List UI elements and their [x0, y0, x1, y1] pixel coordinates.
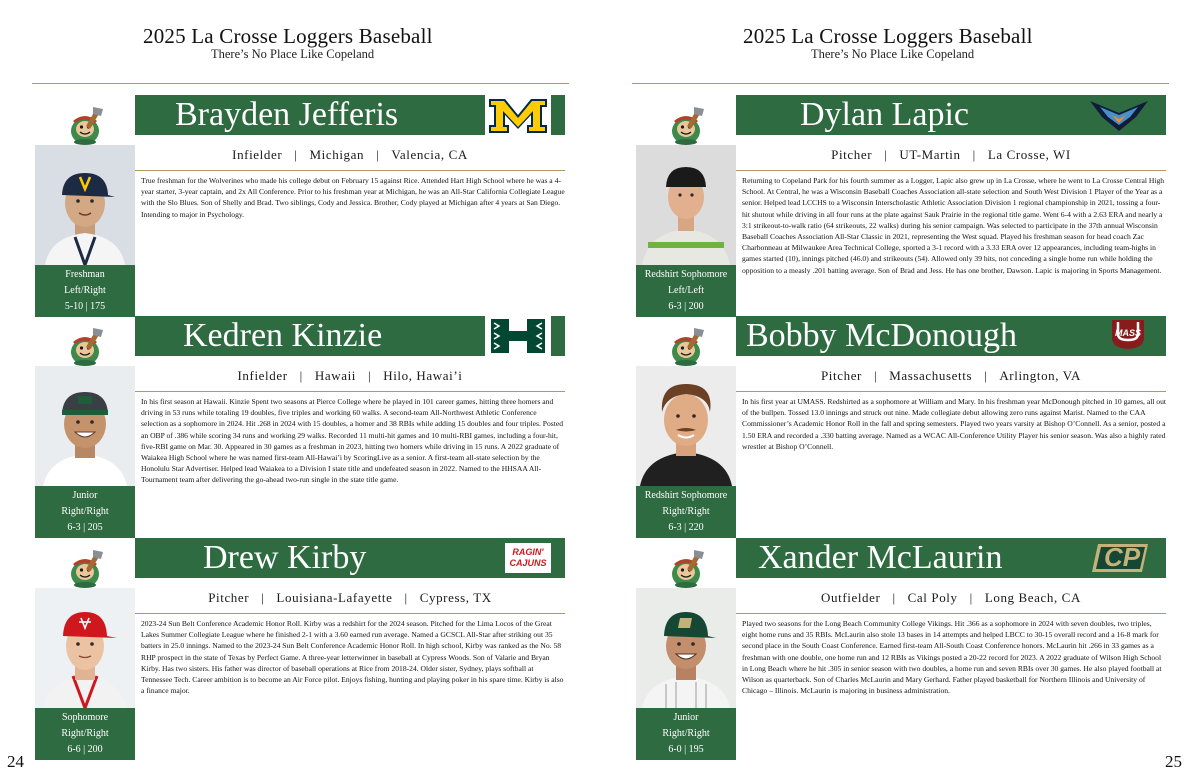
- page-title: 2025 La Crosse Loggers Baseball: [143, 24, 433, 48]
- player-card: [35, 95, 565, 312]
- player-bio: In his first season at Hawaii. Kinzie Spent two seasons at Pierce College where he played in 101 career games, hitting three homers and driving in 53 runs while totaling 19 doubles, five triples and working 60 walks. A second-team All-Northwest Athletic Conference selection as a sophomore in 2024. Hit .268 in 2024 with 15 doubles, a homer and 38 RBIs while adding 15 doubles and four triples. Posted an OBP of .386 while scoring 34 runs and working 29 walks. Recorded 11 multi-hit games and 10 multi-RBI games, including a four-hit, five-RBI game on Mar. 30. Appeared in 30 games as a freshman in 2023, hitting two homers while driving in 15 runs. A 2022 graduate of Waiakea High School where he was named first-team All-Hawai’i by ScoringLive as a senior. A first-team all-state selection by the Honolulu Star Advertiser. Helped lead Waiakea to a Division I state title and undefeated season in 2022. Named to the HHSAA All-Tournament team after delivering the go-ahead two-run single in the state title game.: [141, 397, 564, 485]
- page-subtitle: There’s No Place Like Copeland: [811, 47, 975, 61]
- meta-divider: [736, 391, 1166, 392]
- player-school: UT-Martin: [899, 147, 961, 162]
- ragin-cajuns-logo-icon: [505, 543, 551, 573]
- player-hometown: Arlington, VA: [999, 368, 1082, 383]
- logo-text: MASS: [1114, 328, 1141, 338]
- player-name: Kedren Kinzie: [183, 317, 383, 354]
- player-bio: Played two seasons for the Long Beach Community College Vikings. Hit .366 as a sophomore in 2024 with seven doubles, two triples, eight home runs and 35 RBIs. McLaurin also stole 13 bases in 14 attempts and helped LBCC to 30-15 overall record and a 16-8 mark for second place in the South Coast Conference. Earned first-team All-South Coast Conference honors. McLaurin hit .266 in 33 games as a freshman with one double, one home run and 12 RBIs as Vikings posted a 20-22 record for 2023. A 2022 graduate of Wilson High School in Long Beach where he hit .305 in senior season with two doubles, a home run and seven RBIs over 30 games. He also played football at Wilson as quarterback. Son of Charles McLaurin and Mary Gerhard. Father played basketball for Northern Illinois and University of Chicago – Illinois. McLaurin is majoring in business administration.: [742, 619, 1162, 696]
- page-subtitle: There’s No Place Like Copeland: [211, 47, 375, 61]
- logo-text-line: CAJUNS: [509, 558, 547, 568]
- player-bats-throws: Left/Right: [64, 285, 106, 296]
- player-school: Michigan: [309, 147, 365, 162]
- player-hometown: Long Beach, CA: [984, 590, 1081, 605]
- meta-divider: [135, 613, 565, 614]
- player-school: Massachusetts: [889, 368, 973, 383]
- player-bats-throws: Right/Right: [662, 728, 710, 739]
- player-name-bar: [736, 95, 1166, 135]
- meta-divider: [736, 613, 1166, 614]
- player-bats-throws: Right/Right: [61, 728, 109, 739]
- umass-logo-icon: [1110, 318, 1146, 350]
- player-name-bar: [135, 316, 565, 356]
- player-meta: Pitcher | UT-Martin | La Crosse, WI: [831, 147, 1071, 162]
- player-meta: Outfielder | Cal Poly | Long Beach, CA: [821, 590, 1081, 605]
- logger-mascot-icon: [63, 326, 107, 366]
- player-info-box: [35, 265, 135, 317]
- header-rule: [632, 83, 1169, 84]
- player-height-weight: 5-10 | 175: [64, 301, 106, 312]
- michigan-m-logo-icon: [485, 95, 551, 135]
- player-height-weight: 6-3 | 220: [668, 522, 704, 533]
- player-hometown: Cypress, TX: [419, 590, 492, 605]
- player-hometown: La Crosse, WI: [987, 147, 1071, 162]
- logger-mascot-icon: [63, 548, 107, 588]
- header-rule: [32, 83, 569, 84]
- player-bio: 2023-24 Sun Belt Conference Academic Honor Roll. Kirby was a redshirt for the 2024 season. Pitched for the Lima Locos of the Great Lakes Summer Collegiate League where he finished 2-1 with a 3.60 earned run average. Named a GCSCL All-Star after striking out 35 batters in 25.0 innings. Named to the 2023-24 Sun Belt Conference Academic Honor Roll. In high school, Kirby was ranked as the No. 58 RHP prospect in the state of Texas by Perfect Game. A three-year letterwinner in baseball at Cypress Woods. Son of Valarie and Bryan Kirby. Has two sisters. His father was director of baseball operations at Rice from 2018-24. Older sister, Sydney, plays softball at Tennessee Tech. Career ambition is to become an Air Force pilot. Enjoys fishing, hunting and playing poker in his spare time. Kirby is also a finance major.: [141, 619, 564, 696]
- player-height-weight: 6-3 | 200: [668, 301, 704, 312]
- player-photo: [636, 366, 736, 486]
- player-card: [35, 538, 565, 755]
- player-class: Junior: [72, 490, 98, 501]
- player-bio: Returning to Copeland Park for his fourth summer as a Logger, Lapic also grew up in La Crosse, where he went to La Crosse Central High School. At Central, he was a Wisconsin Baseball Coaches Association all-state selection and South West Division 1 Player of the Year as a senior. Helped lead LCCHS to a Wisconsin Interscholastic Athletic Association Division 1 regional championship in 2021, tossing a four-hit shutout while driving in all four runs at the plate against Sauk Prairie in the regional title game. Went 6-4 with a 2.63 ERA and nearly a 3:1 strikeout-to-walk ratio (64 strikeouts, 22 walks) during his senior campaign. Was selected to participate in the 37th annual Wisconsin Baseball Coaches Association All-Star Classic in 2021, representing the West squad. Played his freshman season for head coach Zac Charbonneau at Milwaukee Area Technical College, sported a 3-1 record with a 3.33 ERA over 12 appearances, including team-highs in games started (10), innings pitched (46.0) and strikeouts (54). Allowed only 39 hits, not conceding a single home run while holding the opposition to a measly .201 batting average. Son of Brad and Jess. He has one brother, Dawson. Lapic is majoring in Sports Management.: [742, 176, 1165, 275]
- player-card: [636, 316, 1167, 533]
- player-position: Pitcher: [820, 368, 862, 383]
- player-name: Dylan Lapic: [800, 96, 969, 133]
- player-class: Sophomore: [61, 712, 109, 723]
- logo-text-line: RAGIN': [512, 547, 544, 557]
- player-info-box: [35, 486, 135, 538]
- page-number: 24: [7, 752, 24, 771]
- player-meta: Pitcher | Massachusetts | Arlington, VA: [820, 368, 1082, 383]
- player-position: Infielder: [237, 368, 288, 383]
- player-info-box: [636, 486, 736, 538]
- player-card: [35, 316, 565, 533]
- player-info-box: [636, 708, 736, 760]
- player-hometown: Hilo, Hawai’i: [383, 368, 463, 383]
- player-position: Pitcher: [831, 147, 873, 162]
- player-bio: True freshman for the Wolverines who made his college debut on February 15 against Rice. Attended Hart High School where he was a 4-year starter, 3-year captain, and 2x All Conference. Prior to his freshman year at Michigan, he was an All-Star California Collegiate League with the Slo Blues. Son of Shelly and Brad. Two siblings, Cody and Jessica. Brother, Cody played at Michigan after 4 years at San Diego. Intending to major in Psychology.: [141, 176, 565, 219]
- logo-text: CP: [1103, 542, 1141, 572]
- player-height-weight: 6-0 | 195: [668, 744, 704, 755]
- player-meta: Infielder | Hawaii | Hilo, Hawai’i: [237, 368, 463, 383]
- player-height-weight: 6-6 | 200: [67, 744, 103, 755]
- player-hometown: Valencia, CA: [391, 147, 468, 162]
- player-photo: [636, 588, 736, 708]
- player-card: [636, 538, 1166, 755]
- logger-mascot-icon: [664, 548, 708, 588]
- hawaii-h-logo-icon: [485, 316, 551, 356]
- player-class: Junior: [673, 712, 699, 723]
- player-class: Freshman: [65, 269, 105, 280]
- player-card: [636, 95, 1166, 312]
- player-bats-throws: Right/Right: [662, 506, 710, 517]
- player-position: Infielder: [232, 147, 283, 162]
- meta-divider: [736, 170, 1166, 171]
- player-photo: [35, 145, 135, 265]
- player-name: Bobby McDonough: [746, 317, 1018, 354]
- player-name-bar: [736, 316, 1166, 356]
- player-height-weight: 6-3 | 205: [67, 522, 103, 533]
- player-class: Redshirt Sophomore: [644, 490, 728, 501]
- player-photo: [35, 366, 135, 486]
- player-school: Hawaii: [314, 368, 356, 383]
- player-name: Brayden Jefferis: [175, 96, 399, 133]
- meta-divider: [135, 391, 565, 392]
- player-bats-throws: Left/Left: [667, 285, 705, 296]
- player-meta: Infielder | Michigan | Valencia, CA: [232, 147, 468, 162]
- player-class: Redshirt Sophomore: [644, 269, 728, 280]
- player-meta: Pitcher | Louisiana-Lafayette | Cypress, TX: [208, 590, 492, 605]
- player-school: Cal Poly: [907, 590, 958, 605]
- player-name: Drew Kirby: [203, 539, 367, 576]
- cal-poly-cp-logo-icon: [1092, 538, 1152, 578]
- player-name-bar: [135, 95, 565, 135]
- player-info-box: [35, 708, 135, 760]
- player-name-bar: [135, 538, 565, 578]
- player-school: Louisiana-Lafayette: [276, 590, 393, 605]
- logger-mascot-icon: [664, 105, 708, 145]
- player-bats-throws: Right/Right: [61, 506, 109, 517]
- logger-mascot-icon: [63, 105, 107, 145]
- player-photo: [35, 588, 135, 708]
- player-name-bar: [736, 538, 1166, 578]
- player-position: Outfielder: [821, 590, 881, 605]
- player-name: Xander McLaurin: [758, 539, 1003, 576]
- player-info-box: [636, 265, 736, 317]
- player-photo: [636, 145, 736, 265]
- player-position: Pitcher: [208, 590, 250, 605]
- player-bio: In his first year at UMASS. Redshirted as a sophomore at William and Mary. In his freshman year McDonough pitched in 10 games, all out of the bullpen. Tossed 13.0 innings and struck out nine. Made collegiate debut allowing zero runs against Marist. Named to the CAA Commissioner’s Academic Honor Roll in the fall and spring semesters. Played two years varsity at Bishop O’Connell. As a senior, posted a 1.50 ERA and recorded a .330 batting average. Named as a WCAC All-Conference Utility Player his senior season. Was also a highly rated wrestler at Bishop O’Connell.: [742, 397, 1167, 451]
- ut-martin-skyhawk-logo-icon: [1086, 95, 1152, 135]
- page-number: 25: [1165, 752, 1182, 771]
- meta-divider: [135, 170, 565, 171]
- logger-mascot-icon: [664, 326, 708, 366]
- page-title: 2025 La Crosse Loggers Baseball: [743, 24, 1033, 48]
- right-page: [600, 0, 1200, 776]
